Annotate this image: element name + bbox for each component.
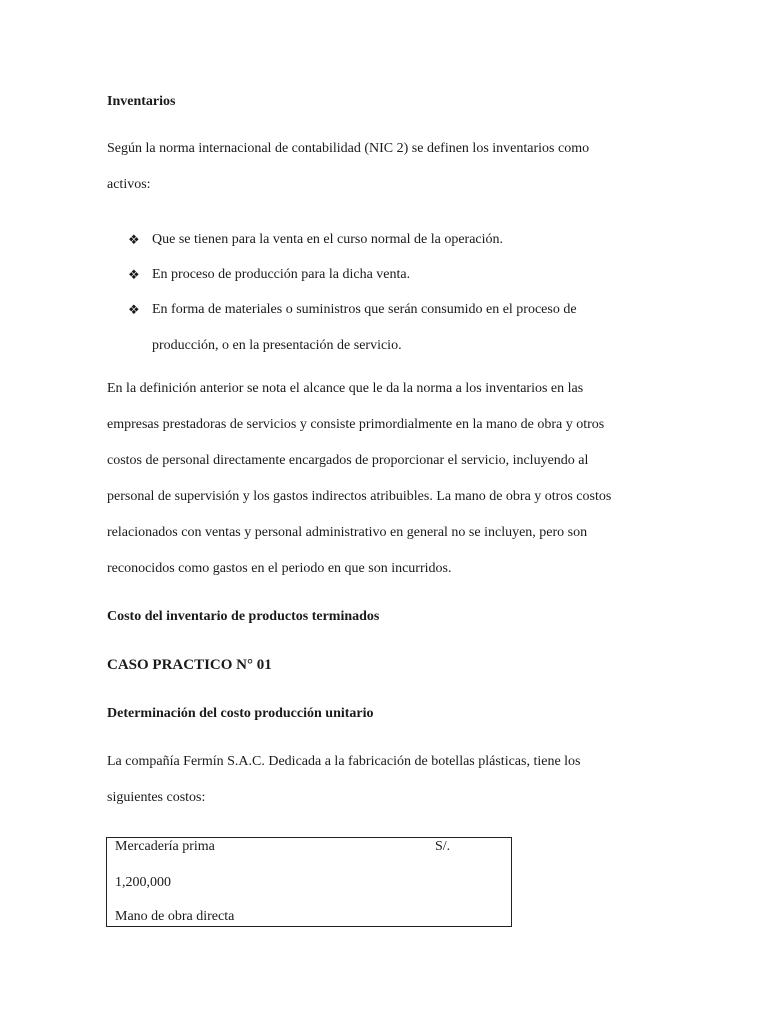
diamond-bullet-icon: ❖	[128, 302, 140, 317]
currency-label: S/.	[435, 839, 451, 854]
paragraph-line: empresas prestadoras de servicios y consiste primordialmente en la mano de obra y otros	[107, 417, 605, 432]
list-item-text: En forma de materiales o suministros que serán consumido en el proceso de	[152, 302, 577, 317]
cost-item-label: Mercadería prima	[115, 839, 215, 854]
heading-costo-inventario: Costo del inventario de productos terminados	[107, 609, 380, 624]
paragraph-line: siguientes costos:	[107, 790, 206, 805]
heading-caso-practico: CASO PRACTICO N° 01	[107, 657, 272, 673]
paragraph-line: activos:	[107, 177, 151, 192]
diamond-bullet-icon: ❖	[128, 232, 140, 247]
list-item	[128, 257, 648, 293]
company-paragraph	[107, 744, 667, 816]
list-item	[128, 222, 648, 258]
cost-amount: 1,200,000	[115, 875, 171, 890]
paragraph-line: En la definición anterior se nota el alcance que le da la norma a los inventarios en las	[107, 381, 584, 396]
paragraph-line: relacionados con ventas y personal administrativo en general no se incluyen, pero son	[107, 525, 588, 540]
intro-paragraph	[107, 131, 667, 203]
cost-item-label: Mano de obra directa	[115, 909, 235, 924]
list-item-text: producción, o en la presentación de servicio.	[152, 338, 402, 353]
heading-inventarios: Inventarios	[107, 94, 176, 109]
paragraph-line: Según la norma internacional de contabilidad (NIC 2) se definen los inventarios como	[107, 141, 590, 156]
definition-paragraph	[107, 371, 667, 587]
paragraph-line: personal de supervisión y los gastos indirectos atribuibles. La mano de obra y otros costos	[107, 489, 612, 504]
diamond-bullet-icon: ❖	[128, 267, 140, 282]
list-item-text: Que se tienen para la venta en el curso normal de la operación.	[152, 232, 504, 247]
inventory-bullet-list	[128, 222, 648, 364]
paragraph-line: reconocidos como gastos en el periodo en que son incurridos.	[107, 561, 452, 576]
heading-determinacion: Determinación del costo producción unitario	[107, 706, 374, 721]
list-item-text: En proceso de producción para la dicha venta.	[152, 267, 411, 282]
cost-table	[106, 837, 512, 927]
list-item	[128, 292, 648, 364]
paragraph-line: La compañía Fermín S.A.C. Dedicada a la fabricación de botellas plásticas, tiene los	[107, 754, 581, 769]
paragraph-line: costos de personal directamente encargados de proporcionar el servicio, incluyendo al	[107, 453, 589, 468]
